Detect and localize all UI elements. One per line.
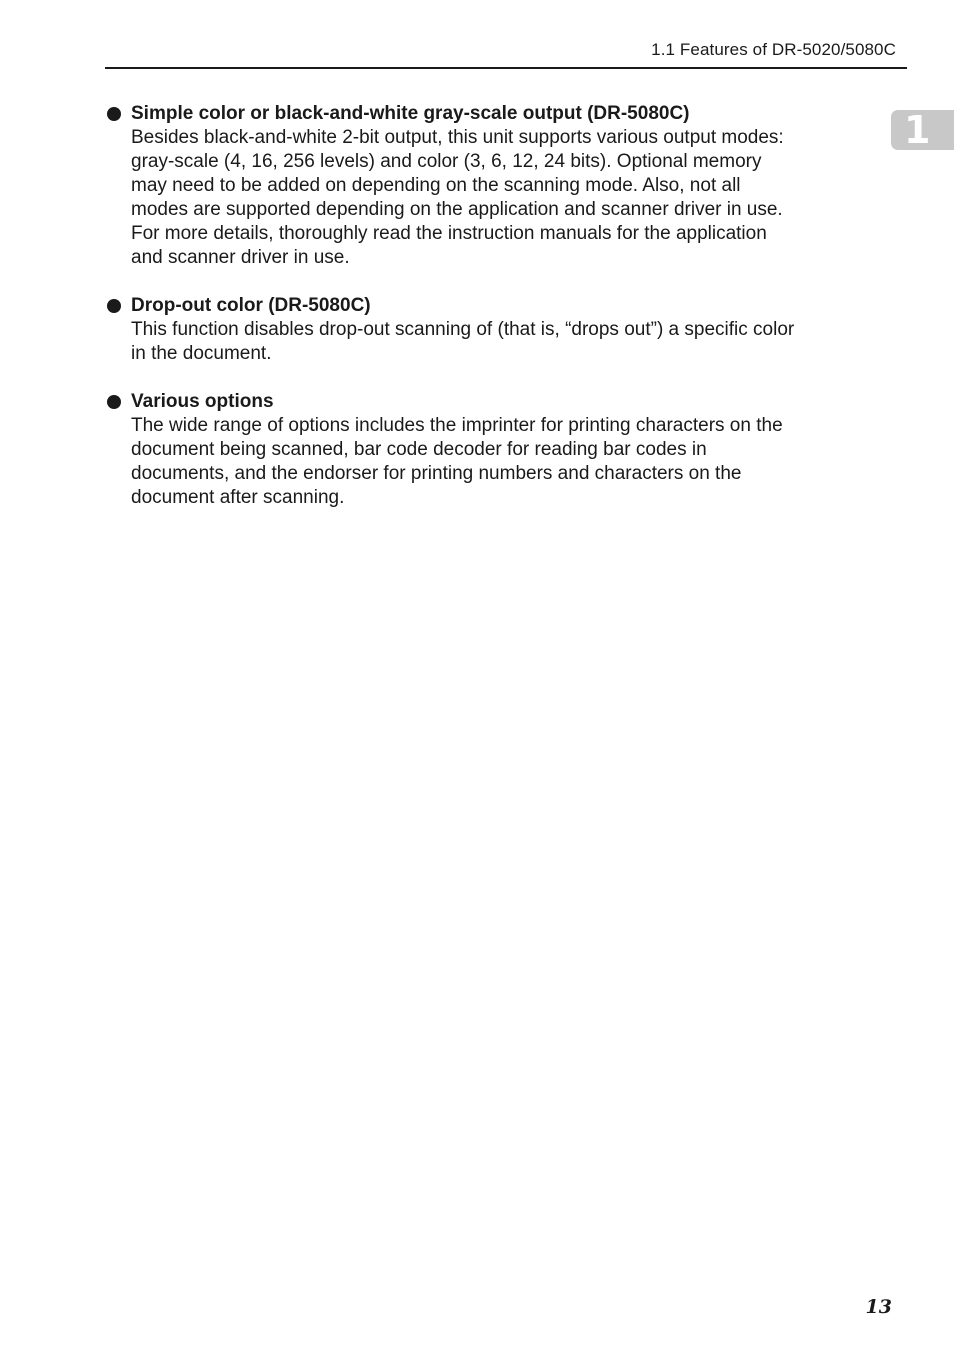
feature-title: Drop-out color (DR-5080C) <box>131 295 371 316</box>
feature-heading <box>105 102 855 126</box>
feature-line: modes are supported depending on the application and scanner driver in use. <box>131 199 783 220</box>
feature-title: Various options <box>131 391 274 412</box>
feature-title: Simple color or black-and-white gray-scale output (DR-5080C) <box>131 103 690 124</box>
feature-list <box>105 102 855 534</box>
chapter-tab <box>891 110 954 150</box>
feature-line: document after scanning. <box>131 487 345 508</box>
feature-line: may need to be added on depending on the scanning mode. Also, not all <box>131 175 741 196</box>
feature-heading <box>105 390 855 414</box>
feature-item <box>105 294 855 366</box>
chapter-tab-number: 1 <box>904 108 931 152</box>
feature-line: and scanner driver in use. <box>131 247 350 268</box>
bullet-icon <box>107 107 121 121</box>
feature-line: This function disables drop-out scanning of (that is, “drops out”) a specific color <box>131 319 795 340</box>
page-number: 13 <box>865 1296 892 1318</box>
feature-description <box>105 318 855 366</box>
feature-description <box>105 414 855 510</box>
feature-description <box>105 126 855 270</box>
feature-line: document being scanned, bar code decoder for reading bar codes in <box>131 439 707 460</box>
feature-line: gray-scale (4, 16, 256 levels) and color (3, 6, 12, 24 bits). Optional memory <box>131 151 762 172</box>
feature-line: Besides black-and-white 2-bit output, this unit supports various output modes: <box>131 127 784 148</box>
feature-line: documents, and the endorser for printing numbers and characters on the <box>131 463 742 484</box>
header-rule <box>105 67 907 69</box>
running-header: 1.1 Features of DR-5020/5080C <box>651 40 896 59</box>
bullet-icon <box>107 299 121 313</box>
feature-item <box>105 102 855 270</box>
feature-heading <box>105 294 855 318</box>
bullet-icon <box>107 395 121 409</box>
feature-line: For more details, thoroughly read the instruction manuals for the application <box>131 223 767 244</box>
feature-line: The wide range of options includes the imprinter for printing characters on the <box>131 415 783 436</box>
feature-line: in the document. <box>131 343 272 364</box>
feature-item <box>105 390 855 510</box>
